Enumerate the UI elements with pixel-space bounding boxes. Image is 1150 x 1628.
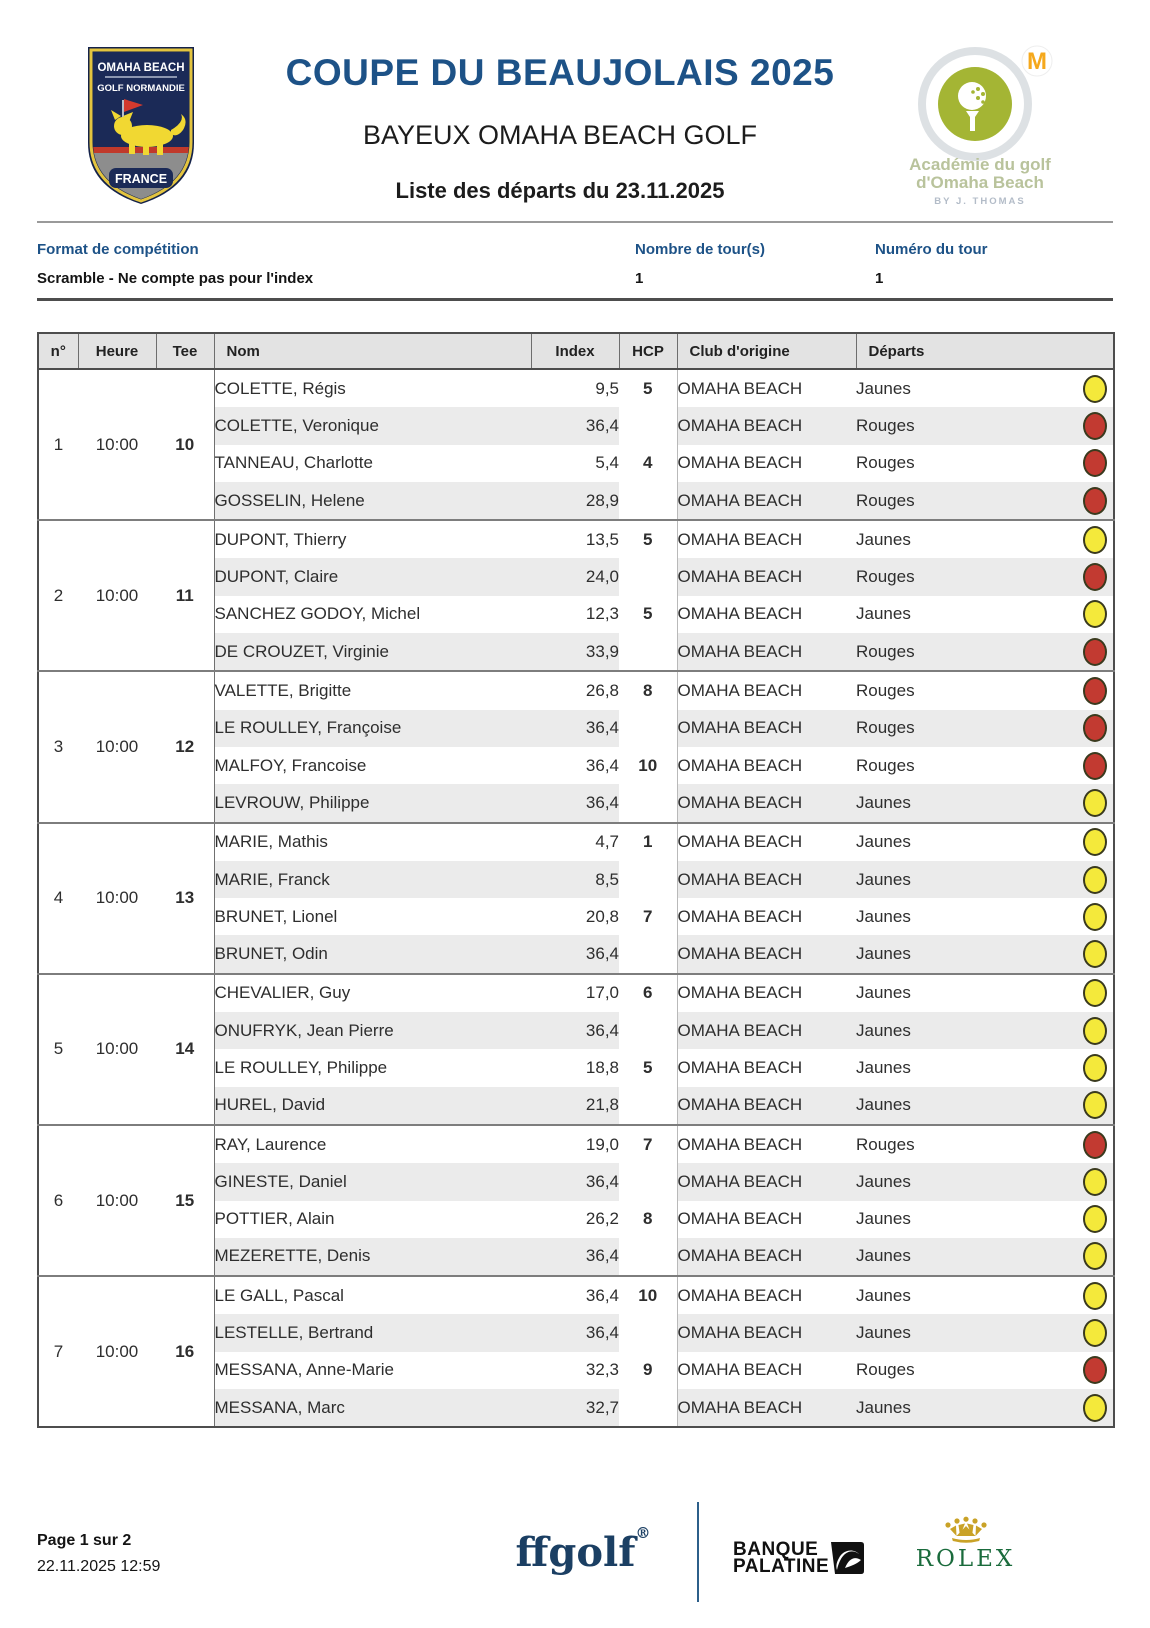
- player-club: OMAHA BEACH: [677, 520, 856, 558]
- player-name: GINESTE, Daniel: [214, 1163, 531, 1200]
- player-row: [38, 520, 1114, 558]
- player-hcp: 10: [619, 747, 677, 784]
- player-club: OMAHA BEACH: [677, 823, 856, 861]
- tee-color-circle-icon: [1083, 1205, 1107, 1233]
- player-row: [38, 369, 1114, 407]
- rolex-logo: [908, 1516, 1023, 1572]
- player-index: 8,5: [531, 861, 619, 898]
- player-departs: [856, 898, 1114, 935]
- player-hcp: [619, 558, 677, 595]
- tee-color-circle-icon: [1083, 1017, 1107, 1045]
- player-departs: [856, 1352, 1114, 1389]
- academie-golf-logo: [895, 36, 1080, 213]
- tee-color-circle-icon: [1083, 714, 1107, 742]
- player-index: 36,4: [531, 1314, 619, 1351]
- tee-color-circle-icon: [1083, 638, 1107, 666]
- player-departs: [856, 1163, 1114, 1200]
- page-number: Page 1 sur 2: [37, 1532, 132, 1549]
- tee-color-circle-icon: [1083, 752, 1107, 780]
- player-hcp: [619, 482, 677, 520]
- player-club: OMAHA BEACH: [677, 407, 856, 444]
- group-time: 10:00: [78, 671, 156, 822]
- player-club: OMAHA BEACH: [677, 1012, 856, 1049]
- tee-color-circle-icon: [1083, 1131, 1107, 1159]
- academie-text-line2: d'Omaha Beach: [916, 173, 1044, 192]
- player-name: POTTIER, Alain: [214, 1209, 335, 1229]
- player-name: HUREL, David: [214, 1087, 531, 1125]
- tee-color-circle-icon: [1083, 526, 1107, 554]
- player-hcp: [619, 1163, 677, 1200]
- tours-label: Nombre de tour(s): [635, 241, 766, 258]
- group-time: 10:00: [78, 1276, 156, 1427]
- page-info: [37, 1528, 160, 1580]
- tee-color-label: Jaunes: [856, 1020, 911, 1040]
- tee-color-label: Jaunes: [856, 869, 911, 889]
- round-value: 1: [875, 270, 884, 287]
- column-header-index: Index: [531, 333, 619, 369]
- tee-color-label: Rouges: [856, 490, 915, 510]
- tee-color-label: Jaunes: [856, 1095, 911, 1115]
- footer-divider: [697, 1502, 699, 1602]
- tee-color-circle-icon: [1083, 1168, 1107, 1196]
- player-name: LE ROULLEY, Philippe: [214, 1057, 388, 1077]
- player-hcp: 4: [619, 445, 677, 482]
- divider-bottom: [37, 298, 1113, 301]
- tee-color-label: Jaunes: [856, 1323, 911, 1343]
- player-club: OMAHA BEACH: [677, 633, 856, 671]
- column-header-n-: n°: [38, 333, 78, 369]
- player-departs: [856, 520, 1114, 558]
- group-time: 10:00: [78, 369, 156, 520]
- player-club: OMAHA BEACH: [677, 1352, 856, 1389]
- tee-color-label: Jaunes: [856, 983, 911, 1003]
- player-club: OMAHA BEACH: [677, 861, 856, 898]
- group-time: 10:00: [78, 520, 156, 671]
- omaha-beach-shield-logo: [85, 44, 197, 211]
- player-departs: [856, 823, 1114, 861]
- player-club: OMAHA BEACH: [677, 747, 856, 784]
- player-club: OMAHA BEACH: [677, 1389, 856, 1427]
- player-index: 36,4: [531, 1276, 619, 1314]
- tee-color-circle-icon: [1083, 1054, 1107, 1082]
- tee-color-label: Jaunes: [856, 1397, 911, 1417]
- group-time: 10:00: [78, 974, 156, 1125]
- tee-color-circle-icon: [1083, 563, 1107, 591]
- tee-color-circle-icon: [1083, 940, 1107, 968]
- player-row: [38, 1276, 1114, 1314]
- player-departs: [856, 633, 1114, 671]
- format-value: Scramble - Ne compte pas pour l'index: [37, 270, 314, 287]
- player-name: COLETTE, Régis: [214, 378, 346, 398]
- player-departs: [856, 1049, 1114, 1086]
- player-departs: [856, 1389, 1114, 1427]
- player-club: OMAHA BEACH: [677, 1163, 856, 1200]
- club-title: BAYEUX OMAHA BEACH GOLF: [362, 120, 758, 150]
- player-club: OMAHA BEACH: [677, 445, 856, 482]
- tee-color-label: Jaunes: [856, 1246, 911, 1266]
- player-name: BRUNET, Odin: [214, 935, 531, 973]
- player-hcp: 7: [619, 1125, 677, 1163]
- group-tee: 16: [156, 1276, 214, 1427]
- player-index: 18,8: [585, 1057, 619, 1077]
- player-name: DUPONT, Claire: [214, 558, 531, 595]
- column-header-club-d-origine: Club d'origine: [677, 333, 856, 369]
- shield-text-omaha-beach: OMAHA BEACH: [97, 62, 185, 74]
- tee-color-circle-icon: [1083, 449, 1107, 477]
- group-number: 5: [38, 974, 78, 1125]
- player-index: 36,4: [531, 407, 619, 444]
- ffgolf-logo: ffgolf®: [515, 1524, 651, 1576]
- player-hcp: [619, 1087, 677, 1125]
- tee-color-circle-icon: [1083, 677, 1107, 705]
- player-index: 5,4: [595, 453, 619, 473]
- tee-color-circle-icon: [1083, 1319, 1107, 1347]
- player-index: 36,4: [531, 1012, 619, 1049]
- event-title: COUPE DU BEAUJOLAIS 2025: [285, 52, 835, 93]
- player-club: OMAHA BEACH: [677, 671, 856, 709]
- tee-color-label: Jaunes: [856, 1209, 911, 1229]
- player-hcp: 5: [619, 520, 677, 558]
- player-name: MARIE, Franck: [214, 861, 531, 898]
- player-departs: [856, 445, 1114, 482]
- player-hcp: [619, 1012, 677, 1049]
- player-name: CHEVALIER, Guy: [214, 974, 531, 1012]
- player-club: OMAHA BEACH: [677, 1276, 856, 1314]
- player-departs: [856, 558, 1114, 595]
- banque-swoosh-icon: [821, 1540, 865, 1576]
- player-index: 33,9: [531, 633, 619, 671]
- player-name: MALFOY, Francoise: [214, 755, 367, 775]
- tee-color-circle-icon: [1083, 600, 1107, 628]
- tee-color-label: Rouges: [856, 755, 915, 775]
- player-club: OMAHA BEACH: [677, 974, 856, 1012]
- player-departs: [856, 861, 1114, 898]
- player-club: OMAHA BEACH: [677, 898, 856, 935]
- tee-color-circle-icon: [1083, 828, 1107, 856]
- banque-palatine-logo: [733, 1540, 865, 1576]
- player-index: 17,0: [531, 974, 619, 1012]
- round-label: Numéro du tour: [875, 241, 988, 258]
- player-name: RAY, Laurence: [214, 1125, 531, 1163]
- player-name: LE ROULLEY, Françoise: [214, 710, 531, 747]
- player-name: LESTELLE, Bertrand: [214, 1314, 531, 1351]
- tee-color-label: Jaunes: [856, 832, 911, 852]
- tee-color-label: Rouges: [856, 641, 915, 661]
- tee-color-label: Jaunes: [856, 792, 911, 812]
- player-index: 32,3: [585, 1360, 619, 1380]
- player-index: 36,4: [531, 710, 619, 747]
- player-name: VALETTE, Brigitte: [214, 671, 531, 709]
- tee-color-label: Jaunes: [856, 944, 911, 964]
- m-badge-icon: [1022, 46, 1052, 76]
- group-number: 2: [38, 520, 78, 671]
- tee-color-label: Jaunes: [856, 906, 911, 926]
- print-datetime: 22.11.2025 12:59: [37, 1558, 161, 1575]
- player-index: 9,5: [595, 378, 619, 398]
- group-time: 10:00: [78, 823, 156, 974]
- tee-color-label: Rouges: [856, 1134, 915, 1154]
- column-header-heure: Heure: [78, 333, 156, 369]
- player-hcp: 8: [619, 1201, 677, 1238]
- player-index: 36,4: [531, 1238, 619, 1276]
- group-tee: 10: [156, 369, 214, 520]
- player-index: 26,2: [585, 1209, 619, 1229]
- player-club: OMAHA BEACH: [677, 1125, 856, 1163]
- player-club: OMAHA BEACH: [677, 596, 856, 633]
- shield-text-france: FRANCE: [114, 172, 168, 186]
- tee-color-circle-icon: [1083, 1091, 1107, 1119]
- group-number: 1: [38, 369, 78, 520]
- player-hcp: [619, 1389, 677, 1427]
- player-hcp: [619, 1314, 677, 1351]
- tee-color-label: Rouges: [856, 1360, 915, 1380]
- tee-color-circle-icon: [1083, 903, 1107, 931]
- player-departs: [856, 1314, 1114, 1351]
- player-name: MESSANA, Marc: [214, 1389, 531, 1427]
- player-hcp: 1: [619, 823, 677, 861]
- player-index: 28,9: [531, 482, 619, 520]
- tee-color-label: Jaunes: [856, 1285, 911, 1305]
- tee-color-circle-icon: [1083, 487, 1107, 515]
- tee-color-label: Jaunes: [856, 529, 911, 549]
- tee-color-circle-icon: [1083, 412, 1107, 440]
- player-name: LEVROUW, Philippe: [214, 784, 531, 822]
- tee-color-label: Rouges: [856, 415, 915, 435]
- player-departs: [856, 1087, 1114, 1125]
- player-hcp: [619, 935, 677, 973]
- player-departs: [856, 974, 1114, 1012]
- player-row: [38, 974, 1114, 1012]
- tee-color-circle-icon: [1083, 979, 1107, 1007]
- divider-top: [37, 221, 1113, 223]
- player-departs: [856, 407, 1114, 444]
- format-label: Format de compétition: [37, 241, 199, 258]
- start-list-table: [37, 332, 1115, 1428]
- tee-color-label: Rouges: [856, 453, 915, 473]
- tee-color-label: Jaunes: [856, 1057, 911, 1077]
- tee-color-circle-icon: [1083, 1242, 1107, 1270]
- player-row: [38, 1125, 1114, 1163]
- tee-color-label: Jaunes: [856, 604, 911, 624]
- svg-text:M: M: [1027, 48, 1047, 75]
- player-departs: [856, 369, 1114, 407]
- player-hcp: 5: [619, 369, 677, 407]
- player-name: GOSSELIN, Helene: [214, 482, 531, 520]
- player-name: ONUFRYK, Jean Pierre: [214, 1012, 531, 1049]
- player-hcp: 10: [619, 1276, 677, 1314]
- group-number: 4: [38, 823, 78, 974]
- player-departs: [856, 482, 1114, 520]
- tee-color-label: Rouges: [856, 567, 915, 587]
- player-index: 36,4: [585, 755, 619, 775]
- group-time: 10:00: [78, 1125, 156, 1276]
- group-tee: 11: [156, 520, 214, 671]
- tours-value: 1: [635, 270, 644, 287]
- tee-color-circle-icon: [1083, 866, 1107, 894]
- player-name: MEZERETTE, Denis: [214, 1238, 531, 1276]
- group-tee: 15: [156, 1125, 214, 1276]
- player-club: OMAHA BEACH: [677, 482, 856, 520]
- player-index: 13,5: [531, 520, 619, 558]
- player-hcp: [619, 710, 677, 747]
- player-club: OMAHA BEACH: [677, 558, 856, 595]
- tee-color-label: Rouges: [856, 718, 915, 738]
- column-header-d-parts: Départs: [856, 333, 1114, 369]
- player-name: COLETTE, Veronique: [214, 407, 531, 444]
- player-row: [38, 823, 1114, 861]
- player-index: 24,0: [531, 558, 619, 595]
- tee-color-circle-icon: [1083, 1356, 1107, 1384]
- player-index: 4,7: [531, 823, 619, 861]
- player-name: LE GALL, Pascal: [214, 1276, 531, 1314]
- player-hcp: 5: [619, 1049, 677, 1086]
- player-name: DUPONT, Thierry: [214, 520, 531, 558]
- tee-color-label: Rouges: [856, 681, 915, 701]
- player-name: SANCHEZ GODOY, Michel: [214, 604, 421, 624]
- player-hcp: 5: [619, 596, 677, 633]
- player-index: 36,4: [531, 1163, 619, 1200]
- group-number: 3: [38, 671, 78, 822]
- player-departs: [856, 1201, 1114, 1238]
- group-number: 7: [38, 1276, 78, 1427]
- player-club: OMAHA BEACH: [677, 1087, 856, 1125]
- player-name: DE CROUZET, Virginie: [214, 633, 531, 671]
- player-departs: [856, 1125, 1114, 1163]
- player-hcp: [619, 407, 677, 444]
- player-departs: [856, 747, 1114, 784]
- player-departs: [856, 1276, 1114, 1314]
- player-index: 12,3: [585, 604, 619, 624]
- group-tee: 13: [156, 823, 214, 974]
- player-club: OMAHA BEACH: [677, 710, 856, 747]
- player-hcp: [619, 633, 677, 671]
- shield-text-golf-normandie: GOLF NORMANDIE: [97, 83, 185, 94]
- player-index: 20,8: [585, 906, 619, 926]
- group-tee: 12: [156, 671, 214, 822]
- banque-text-line1: BANQUE: [733, 1539, 819, 1560]
- banque-text-line2: PALATINE: [733, 1556, 830, 1577]
- column-header-hcp: HCP: [619, 333, 677, 369]
- player-hcp: 6: [619, 974, 677, 1012]
- player-name: BRUNET, Lionel: [214, 906, 338, 926]
- player-departs: [856, 1012, 1114, 1049]
- player-index: 32,7: [531, 1389, 619, 1427]
- group-number: 6: [38, 1125, 78, 1276]
- player-departs: [856, 710, 1114, 747]
- player-club: OMAHA BEACH: [677, 784, 856, 822]
- player-club: OMAHA BEACH: [677, 1238, 856, 1276]
- player-name: MARIE, Mathis: [214, 823, 531, 861]
- player-club: OMAHA BEACH: [677, 1049, 856, 1086]
- player-club: OMAHA BEACH: [677, 1201, 856, 1238]
- player-club: OMAHA BEACH: [677, 369, 856, 407]
- registered-mark: ®: [635, 1524, 651, 1542]
- player-departs: [856, 935, 1114, 973]
- player-departs: [856, 784, 1114, 822]
- rolex-text: ROLEX: [915, 1546, 1016, 1572]
- tee-color-label: Jaunes: [856, 378, 911, 398]
- player-departs: [856, 596, 1114, 633]
- tee-color-circle-icon: [1083, 1282, 1107, 1310]
- player-index: 26,8: [531, 671, 619, 709]
- player-departs: [856, 671, 1114, 709]
- start-list-title: Liste des départs du 23.11.2025: [395, 178, 725, 203]
- player-club: OMAHA BEACH: [677, 935, 856, 973]
- player-hcp: 8: [619, 671, 677, 709]
- player-hcp: [619, 861, 677, 898]
- column-header-tee: Tee: [156, 333, 214, 369]
- group-tee: 14: [156, 974, 214, 1125]
- column-header-nom: Nom: [214, 333, 531, 369]
- player-hcp: [619, 1238, 677, 1276]
- player-index: 36,4: [531, 784, 619, 822]
- player-row: [38, 671, 1114, 709]
- player-club: OMAHA BEACH: [677, 1314, 856, 1351]
- academie-text-line3: BY J. THOMAS: [934, 196, 1026, 207]
- player-departs: [856, 1238, 1114, 1276]
- academie-text-line1: Académie du golf: [909, 155, 1051, 174]
- tee-color-circle-icon: [1083, 789, 1107, 817]
- player-hcp: 7: [619, 898, 677, 935]
- tee-color-label: Jaunes: [856, 1171, 911, 1191]
- table-header-row: [38, 333, 1114, 369]
- player-hcp: 9: [619, 1352, 677, 1389]
- player-hcp: [619, 784, 677, 822]
- player-name: MESSANA, Anne-Marie: [214, 1360, 395, 1380]
- tee-color-circle-icon: [1083, 1394, 1107, 1422]
- player-name: TANNEAU, Charlotte: [214, 453, 373, 473]
- player-index: 19,0: [531, 1125, 619, 1163]
- rolex-crown-icon: [943, 1516, 989, 1544]
- tee-color-circle-icon: [1083, 375, 1107, 403]
- player-index: 21,8: [531, 1087, 619, 1125]
- player-index: 36,4: [531, 935, 619, 973]
